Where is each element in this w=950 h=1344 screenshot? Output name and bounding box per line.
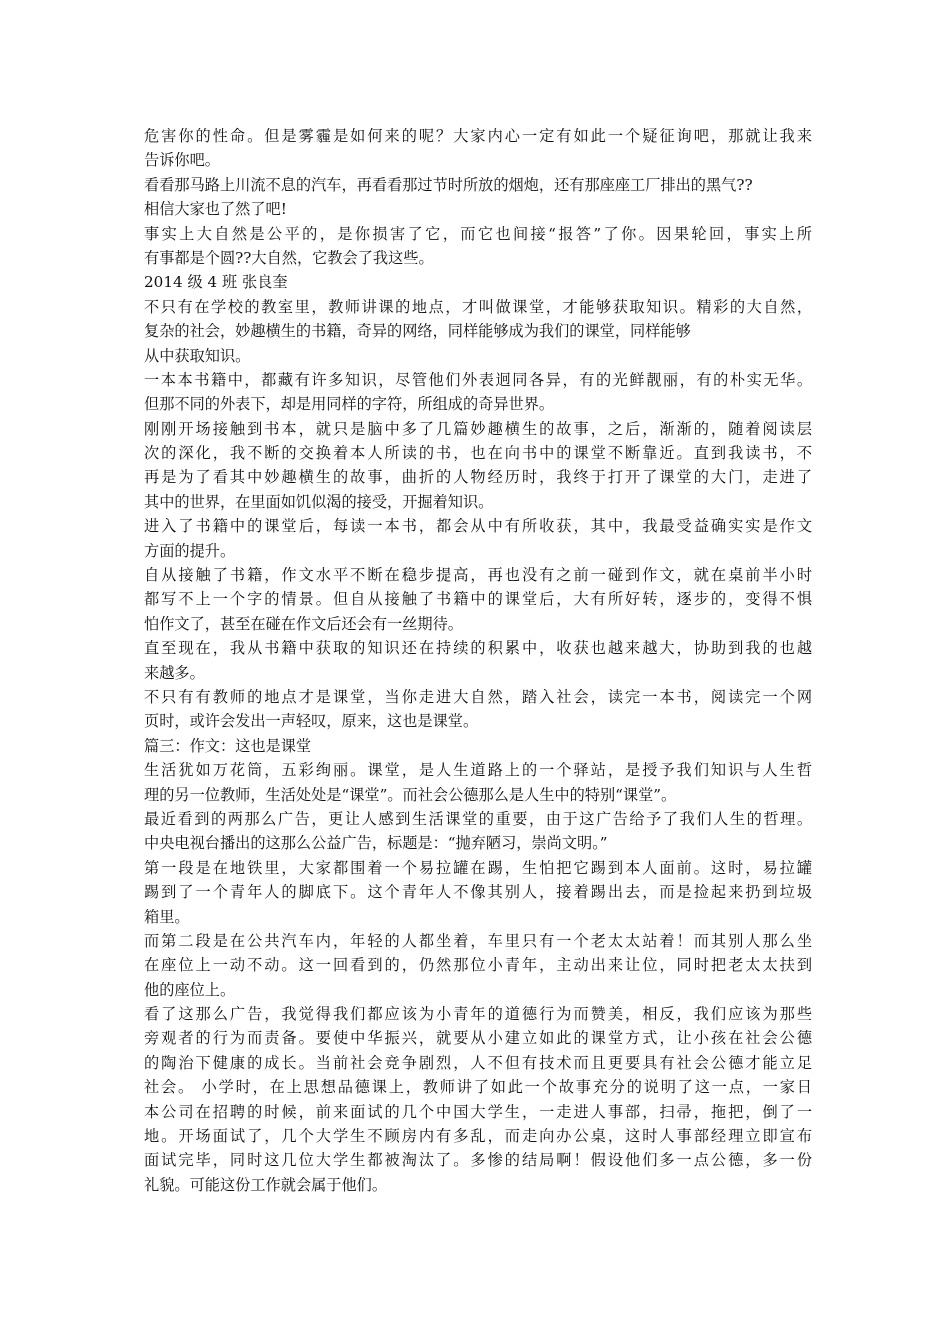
text-line: 其中的世界，在里面如饥似渴的接受，开掘着知识。 [144,492,494,511]
text-line: 本公司在招聘的时候，前来面试的几个中国大学生，一走进人事部，扫帚，拖把，倒了一 [144,1102,812,1121]
text-line: 怕作文了，甚至在碰在作文后还会有一丝期待。 [144,614,463,633]
text-line: 方面的提升。 [144,541,236,560]
text-line: 页时，或许会发出一声轻叹，原来，这也是课堂。 [144,712,479,731]
text-line: 而第二段是在公共汽车内，年轻的人都坐着，车里只有一个老太太站着！而其别人那么坐 [144,931,812,950]
text-line: 理的另一位教师，生活处处是“课堂”。而社会公德那么是人生中的特别“课堂”。 [144,785,677,804]
text-line: 复杂的社会，妙趣横生的书籍，奇异的网络，同样能够成为我们的课堂，同样能够 [144,322,691,341]
text-line: 篇三：作文：这也是课堂 [144,736,312,755]
text-line: 进入了书籍中的课堂后，每读一本书，都会从中有所收获，其中，我最受益确实实是作文 [144,517,812,536]
text-line: 2014 级 4 班 张良奎 [144,273,288,292]
text-line: 都写不上一个字的情景。但自从接触了书籍中的课堂后，大有所好转，逐步的，变得不惧 [144,590,812,609]
text-line: 看看那马路上川流不息的汽车，再看看那过节时所放的烟炮，还有那座座工厂排出的黑气?? [144,175,753,194]
text-line: 再是为了看其中妙趣横生的故事，曲折的人物经历时，我终于打开了课堂的大门，走进了 [144,468,812,487]
text-line: 看了这那么广告，我觉得我们都应该为小青年的道德行为而赞美，相反，我们应该为那些 [144,1005,812,1024]
text-line: 次的深化，我不断的交换着本人所读的书，也在向书中的课堂不断靠近。直到我读书，不 [144,444,812,463]
text-line: 有事都是个圆??大自然，它教会了我这些。 [144,248,434,267]
text-line: 事实上大自然是公平的，是你损害了它，而它也间接“报答”了你。因果轮回，事实上所 [144,224,812,243]
text-line: 中央电视台播出的这那么公益广告，标题是：“抛弃陋习，崇尚文明。” [144,834,608,853]
text-line: 一本本书籍中，都藏有许多知识，尽管他们外表迥同各异，有的光鲜靓丽，有的朴实无华。 [144,370,812,389]
text-line: 地。开场面试了，几个大学生不顾房内有多乱，而走向办公桌，这时人事部经理立即宣布 [144,1127,812,1146]
text-line: 不只有在学校的教室里，教师讲课的地点，才叫做课堂，才能够获取知识。精彩的大自然， [144,297,812,316]
text-line: 从中获取知识。 [144,346,251,365]
text-line: 的陶治下健康的成长。当前社会竞争剧烈，人不但有技术而且更要具有社会公德才能立足 [144,1053,812,1072]
text-line: 箱里。 [144,907,190,926]
text-line: 告诉你吧。 [144,151,220,170]
text-line: 旁观者的行为而责备。要使中华振兴，就要从小建立如此的课堂方式，让小孩在社会公德 [144,1029,812,1048]
text-line: 相信大家也了然了吧! [144,200,287,219]
text-line: 来越多。 [144,663,205,682]
text-line: 在座位上一动不动。这一回看到的，仍然那位小青年，主动出来让位，同时把老太太扶到 [144,956,812,975]
text-line: 面试完毕，同时这几位大学生都被淘汰了。多惨的结局啊！假设他们多一点公德，多一份 [144,1151,812,1170]
document-page [144,124,812,1197]
text-line: 不只有有教师的地点才是课堂，当你走进大自然，踏入社会，读完一本书，阅读完一个网 [144,687,812,706]
text-line: 自从接触了书籍，作文水平不断在稳步提高，再也没有之前一碰到作文，就在桌前半小时 [144,566,812,585]
text-line: 危害你的性命。但是雾霾是如何来的呢？大家内心一定有如此一个疑征询吧，那就让我来 [144,127,812,145]
text-line: 生活犹如万花筒，五彩绚丽。课堂，是人生道路上的一个驿站，是授予我们知识与人生哲 [144,761,812,780]
text-line: 直至现在，我从书籍中获取的知识还在持续的积累中，收获也越来越大，协助到我的也越 [144,639,812,658]
text-line: 最近看到的两那么广告，更让人感到生活课堂的重要，由于这广告给予了我们人生的哲理。 [144,809,812,828]
text-line: 他的座位上。 [144,980,236,999]
text-line: 第一段是在地铁里，大家都围着一个易拉罐在踢，生怕把它踢到本人面前。这时，易拉罐 [144,858,812,877]
text-line: 社会。 小学时，在上思想品德课上，教师讲了如此一个故事充分的说明了这一点，一家日 [144,1078,812,1097]
text-line: 但那不同的外表下，却是用同样的字符，所组成的奇异世界。 [144,395,555,414]
text-line: 踢到了一个青年人的脚底下。这个青年人不像其别人，接着踢出去，而是捡起来扔到垃圾 [144,883,812,902]
text-line: 刚刚开场接触到书本，就只是脑中多了几篇妙趣横生的故事，之后，渐渐的，随着阅读层 [144,419,812,438]
text-line: 礼貌。可能这份工作就会属于他们。 [144,1175,387,1194]
